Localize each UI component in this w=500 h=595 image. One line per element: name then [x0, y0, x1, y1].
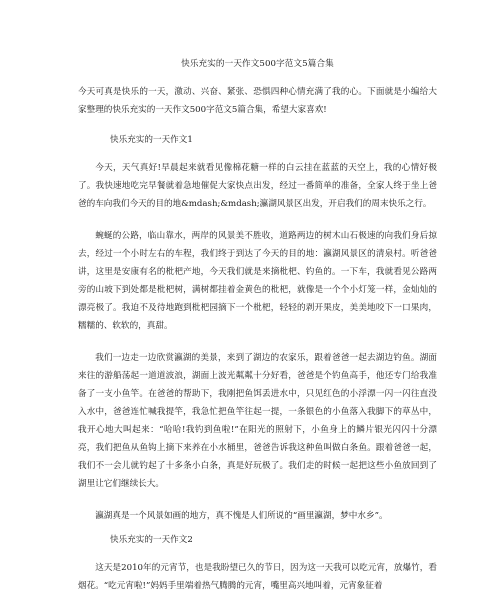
section-2-paragraph-1: 这天是2010年的元宵节，也是我盼望已久的节日，因为这一天我可以吃元宵，放爆竹，看烟花。“吃元宵啦!”妈妈手里端着热气腾腾的元宵，嘴里高兴地叫着，元宵象征着 — [78, 563, 437, 591]
paragraph-spacer — [78, 341, 437, 349]
intro-paragraph: 今天可真是快乐的一天，激动、兴奋、紧张、恐惧四种心情充满了我的心。下面就是小编给大家整理的快乐充实的一天作文500字范文5篇合集，希望大家喜欢! — [78, 87, 437, 115]
document-title: 快乐充实的一天作文500字范文5篇合集 — [181, 59, 334, 69]
section-heading-2: 快乐充实的一天作文2 — [110, 535, 193, 545]
section-heading-1: 快乐充实的一天作文1 — [110, 135, 193, 145]
section-1-paragraph-4: 瀛湖真是一个风景如画的地方，真不愧是人们所说的“画里瀛湖，梦中水乡”。 — [95, 511, 388, 521]
section-1-paragraph-3: 我们一边走一边欣赏瀛湖的美景，来到了湖边的农家乐，跟着爸爸一起去湖边钓鱼。湖面来往的游船荡起一道道波浪，湖面上波光粼粼十分好看，爸爸是个钓鱼高手，他还专门给我准备了一支小鱼竿。在爸爸的帮助下，我刚把鱼饵丢进水中，只见红色的小浮漂一闪一闪往直没入水中，爸爸连忙喊我提竿，我急忙把鱼竿往起一提，一条银色的小鱼落入我脚下的草丛中，我开心地大叫起来：“哈哈!我钓到鱼啦!”在阳光的照射下，小鱼身上的鳞片银光闪闪十分漂亮，我们把鱼从鱼钩上摘下来养在小水桶里，爸爸告诉我这种鱼叫做白条鱼。跟着爸爸一起，我们不一会儿就钓起了十多条小白条，真是好玩极了。我们走的时候一起把这些小鱼放回到了湖里让它们继续长大。 — [78, 353, 437, 489]
paragraph-spacer — [78, 499, 437, 507]
paragraph-spacer — [78, 219, 437, 227]
section-1-paragraph-2: 蜿蜒的公路，临山靠水，两岸的风景美不胜收，道路两边的树木山石极速的向我们身后掠去，经过一个小时左右的车程，我们终于到达了今天的目的地：瀛湖风景区的清泉村。听爸爸讲，这里是安康有名的枇杷产地，今天我们就是来摘枇杷、钓鱼的。一下车，我就看见公路两旁的山坡下到处都是枇杷树，满树都挂着金黄色的枇杷，就像是一个个小灯笼一样，金灿灿的漂亮极了。我迫不及待地跑到枇杷园摘下一个枇杷，轻轻的剥开果皮，美美地咬下一口果肉，糯糯的、软软的，真甜。 — [78, 231, 437, 331]
section-1-paragraph-1: 今天，天气真好!早晨起来就看见像棉花糖一样的白云挂在蓝蓝的天空上，我的心情好极了。我快速地吃完早餐就着急地催促大家快点出发，经过一番简单的准备，全家人终于坐上爸爸的车向我们今天的目的地&mdash;&mdash;瀛湖风景区出发，开启我们的周末快乐之行。 — [78, 163, 437, 209]
